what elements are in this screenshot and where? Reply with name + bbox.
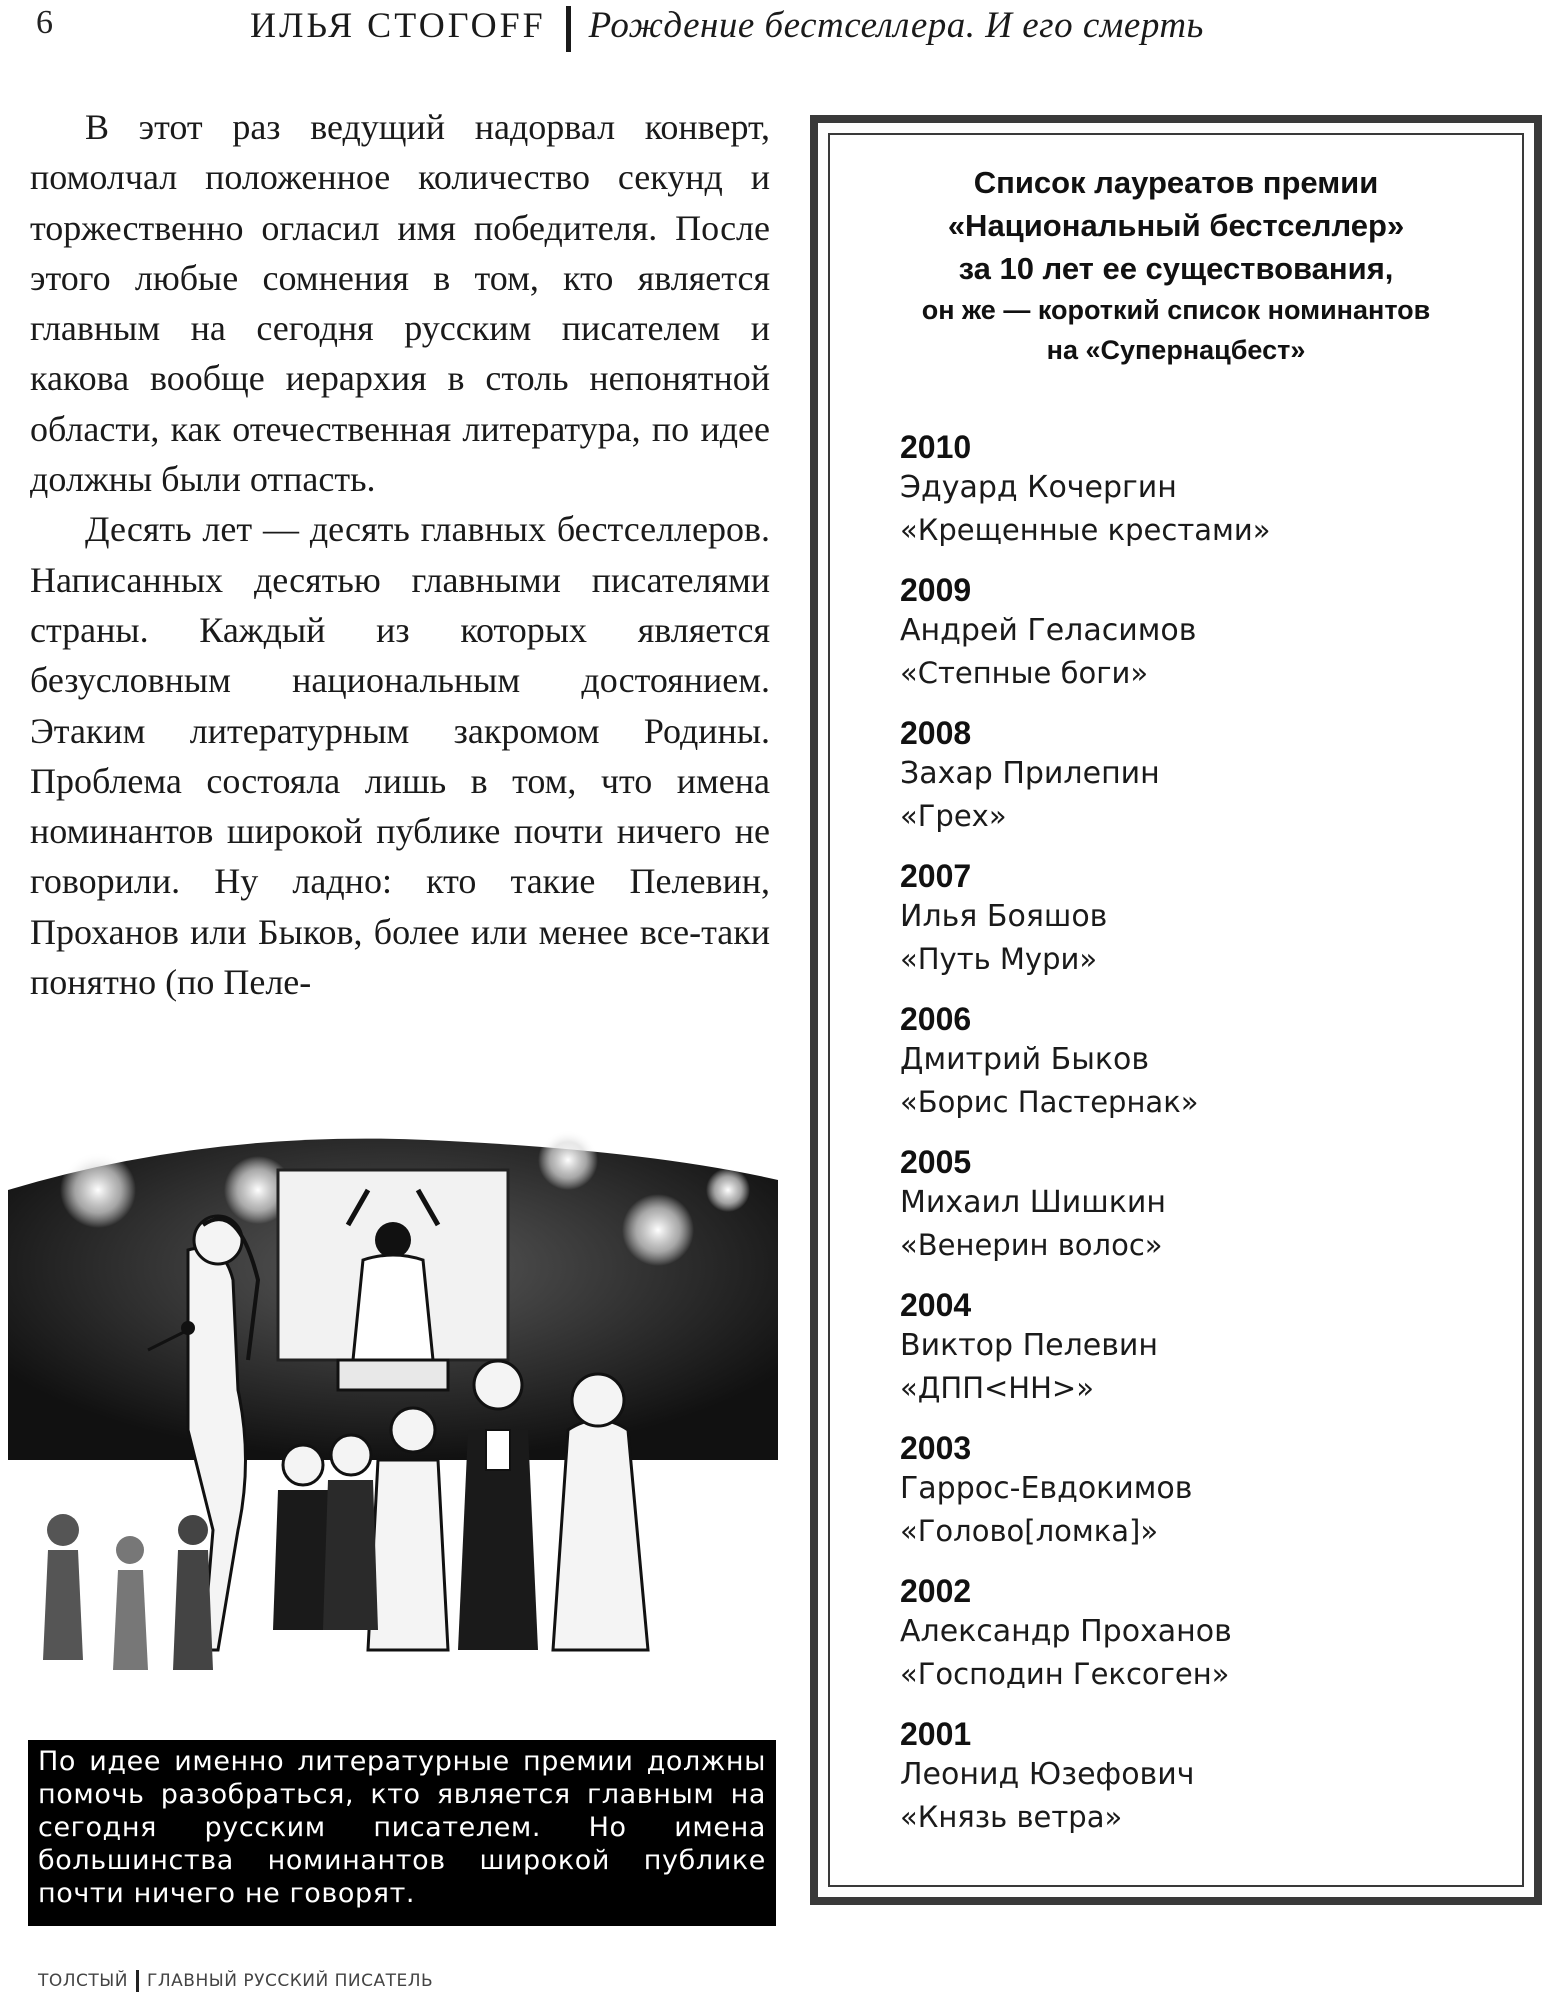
laureate-author: Дмитрий Быков — [900, 1042, 1150, 1077]
laureate-entry — [900, 856, 1502, 999]
running-head — [250, 2, 1204, 48]
illustration-caption: По идее именно литературные премии должны помочь разобраться, кто является главным на сегодня русским писателем. Но имена большинства номинантов широкой публике почти ничего не говорят. — [28, 1740, 776, 1926]
laureate-author: Эдуард Кочергин — [900, 470, 1177, 505]
laureates-sidebar-inner — [828, 133, 1524, 1887]
laureate-year: 2006 — [900, 1001, 972, 1037]
laureate-author: Андрей Геласимов — [900, 613, 1197, 648]
page-number: 6 — [36, 4, 53, 41]
laureate-year: 2004 — [900, 1287, 972, 1323]
laureate-list — [900, 427, 1502, 1857]
laureate-entry — [900, 713, 1502, 856]
laureate-book: «Голово[ломка]» — [900, 1514, 1159, 1548]
running-head-title: Рождение бестселлера. И его смерть — [588, 4, 1204, 46]
laureate-book: «ДПП<НН>» — [900, 1371, 1094, 1405]
laureate-author: Александр Проханов — [900, 1614, 1232, 1649]
sidebar-heading-line: Список лауреатов премии — [973, 165, 1379, 200]
laureate-year: 2005 — [900, 1144, 972, 1180]
sidebar-heading-line: «Национальный бестселлер» — [947, 208, 1405, 243]
sidebar-heading-line: он же — короткий список номинантов — [921, 295, 1431, 325]
running-head-author: ИЛЬЯ СТОГОFF — [250, 5, 546, 45]
paragraph: В этот раз ведущий надорвал конверт, помолчал положенное количество секунд и торжественно огласил имя победителя. После этого любые сомнения в том, кто является главным на сегодня русским писателем и какова вообще иерархия в столь непонятной области, как отечественная литература, по идее должны были отпасть. — [30, 107, 770, 500]
sidebar-heading — [830, 161, 1522, 370]
laureate-book: «Степные боги» — [900, 656, 1149, 690]
laureate-entry — [900, 1714, 1502, 1857]
laureate-year: 2008 — [900, 715, 972, 751]
laureate-book: «Борис Пастернак» — [900, 1085, 1199, 1119]
laureate-year: 2003 — [900, 1430, 972, 1466]
laureate-author: Захар Прилепин — [900, 756, 1160, 791]
laureate-author: Гаррос-Евдокимов — [900, 1471, 1193, 1506]
page-footer — [38, 1970, 433, 1992]
laureate-entry — [900, 1142, 1502, 1285]
laureate-book: «Грех» — [900, 799, 1007, 833]
laureate-year: 2001 — [900, 1716, 972, 1752]
running-head-divider — [566, 6, 571, 52]
laureate-entry — [900, 999, 1502, 1142]
body-text — [30, 102, 770, 1007]
footer-divider — [136, 1970, 139, 1992]
laureates-sidebar — [810, 115, 1542, 1905]
laureate-entry — [900, 1285, 1502, 1428]
footer-right: ГЛАВНЫЙ РУССКИЙ ПИСАТЕЛЬ — [147, 1971, 434, 1991]
laureate-year: 2007 — [900, 858, 972, 894]
laureate-book: «Крещенные крестами» — [900, 513, 1271, 547]
laureate-entry — [900, 1571, 1502, 1714]
laureate-book: «Князь ветра» — [900, 1800, 1123, 1834]
laureate-author: Леонид Юзефович — [900, 1757, 1195, 1792]
paragraph: Десять лет — десять главных бестселлеров. Написанных десятью главными писателями страны. Каждый из которых является безусловным национальным достоянием. Этаким литературным закромом Родины. Проблема состояла лишь в том, что имена номинантов широкой публике почти ничего не говорили. Ну ладно: кто такие Пелевин, Проханов или Быков, более или менее все-таки понятно (по Пеле- — [30, 509, 770, 1003]
sidebar-heading-line: за 10 лет ее существования, — [958, 251, 1394, 286]
footer-left: ТОЛСТЫЙ — [38, 1971, 129, 1991]
award-ceremony-illustration — [8, 1130, 778, 1710]
laureate-author: Михаил Шишкин — [900, 1185, 1166, 1220]
laureate-year: 2002 — [900, 1573, 972, 1609]
laureate-entry — [900, 570, 1502, 713]
laureate-entry — [900, 427, 1502, 570]
laureate-year: 2010 — [900, 429, 972, 465]
laureate-author: Илья Бояшов — [900, 899, 1108, 934]
laureate-year: 2009 — [900, 572, 972, 608]
laureate-entry — [900, 1428, 1502, 1571]
laureate-book: «Венерин волос» — [900, 1228, 1163, 1262]
laureate-book: «Путь Мури» — [900, 942, 1098, 976]
sidebar-heading-line: на «Супернацбест» — [1046, 335, 1306, 365]
laureate-author: Виктор Пелевин — [900, 1328, 1159, 1363]
laureate-book: «Господин Гексоген» — [900, 1657, 1230, 1691]
